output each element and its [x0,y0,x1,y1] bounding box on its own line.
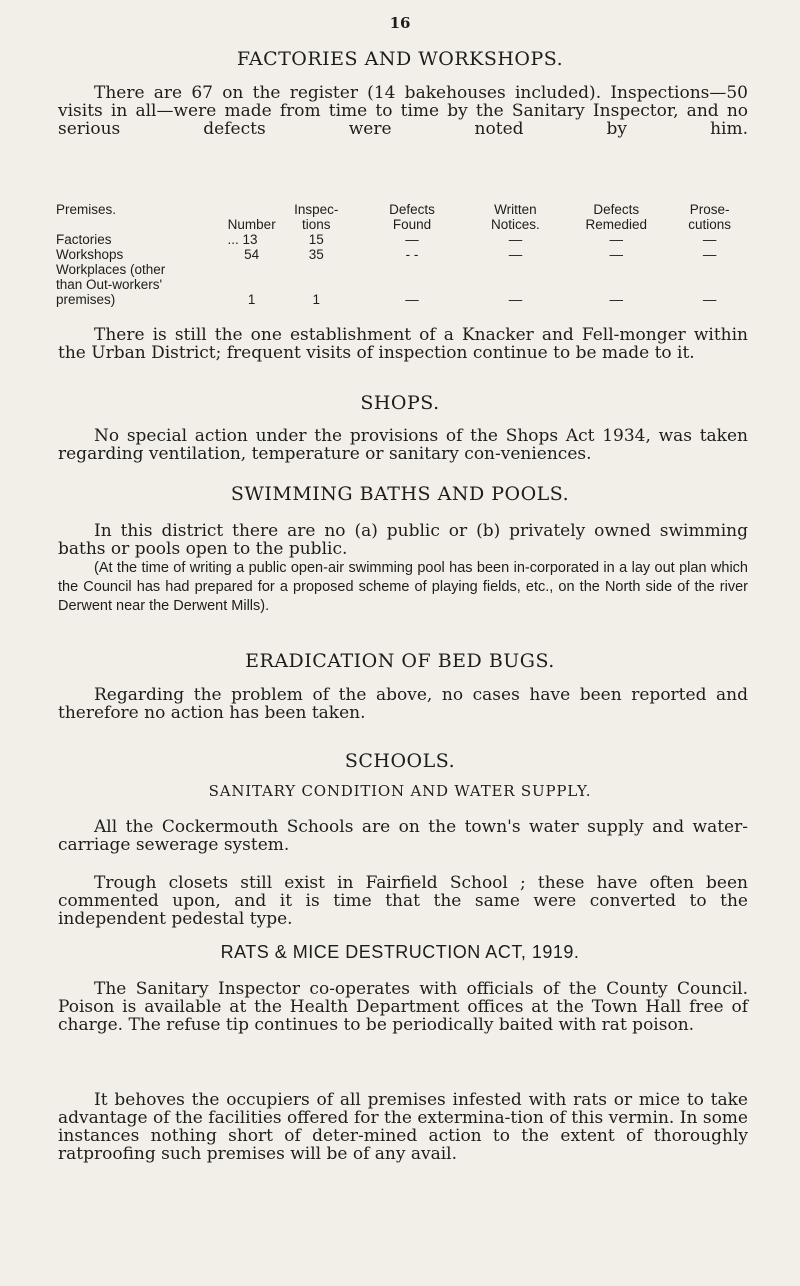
table-cell: Factories [56,232,112,247]
table-cell: premises) [56,292,116,307]
table-cell: — [405,292,419,307]
table-cell: Workshops [56,247,124,262]
swimming-note: (At the time of writing a public open-air swimming pool has been in-corporated in a lay out plan which the Council has had prepared for a proposed scheme of playing fields, etc., on the North side of the river Derwent near the Derwent Mills). [58,560,748,614]
factories-table [56,202,750,307]
table-cell: — [508,292,523,307]
table-header-cell: Premises. [56,202,117,217]
schools-heading: SCHOOLS. [344,750,456,772]
table-row [56,232,750,247]
table-row [56,292,750,307]
factories-heading: FACTORIES AND WORKSHOPS. [236,48,564,70]
table-cell: 35 [308,247,324,262]
table-header-cell: Inspec- [294,202,339,217]
table-cell: — [609,292,624,307]
bedbugs-paragraph: Regarding the problem of the above, no cases have been reported and therefore no action has been taken. [58,685,748,723]
table-header-cell: Written [494,202,537,217]
factories-intro: There are 67 on the register (14 bakehouses included). Inspections—50 visits in all—were made from time to time by the Sanitary Inspector, and no serious defects were noted by him. [58,83,748,139]
knacker-paragraph: There is still the one establishment of a Knacker and Fell-monger within the Urban District; frequent visits of inspection continue to be made to it. [58,325,748,363]
table-cell: — [702,232,717,247]
rats-heading: RATS & MICE DESTRUCTION ACT, 1919. [220,942,580,962]
table-header-row [56,217,750,232]
schools-subheading: SANITARY CONDITION AND WATER SUPPLY. [208,782,592,800]
page-number: 16 [389,14,411,32]
table-cell: ... 13 [227,232,258,247]
table-cell: — [609,232,624,247]
table-cell: — [609,247,624,262]
rats-paragraph-1: The Sanitary Inspector co-operates with officials of the County Council. Poison is available at the Health Department offices at the Town Hall free of charge. The refuse tip continues to be periodically baited with rat poison. [58,979,748,1035]
shops-paragraph: No special action under the provisions of the Shops Act 1934, was taken regarding ventilation, temperature or sanitary con-veniences. [58,426,748,464]
swimming-heading: SWIMMING BATHS AND POOLS. [230,483,570,505]
table-cell: 15 [308,232,324,247]
swimming-paragraph: In this district there are no (a) public or (b) privately owned swimming baths or pools open to the public. [58,521,748,559]
table-header-cell: Found [392,217,432,232]
schools-paragraph-2: Trough closets still exist in Fairfield School ; these have often been commented upon, and it is time that the same were converted to the independent pedestal type. [58,873,748,929]
table-header-cell: Notices. [491,217,540,232]
table-cell: Workplaces (other [56,262,166,277]
table-cell: — [702,247,717,262]
table-row [56,262,750,277]
table-header-cell [56,217,227,232]
table-cell: 1 [247,292,256,307]
table-header-row [56,202,750,217]
rats-paragraph-2: It behoves the occupiers of all premises infested with rats or mice to take advantage of the facilities offered for the extermina-tion of this vermin. In some instances nothing short of deter-mined action to the extent of thoroughly ratproofing such premises will be of any avail. [58,1090,748,1164]
table-row [56,277,750,292]
shops-heading: SHOPS. [360,392,440,414]
table-row [56,247,750,262]
table-cell: — [508,232,523,247]
schools-paragraph-1: All the Cockermouth Schools are on the town's water supply and water-carriage sewerage system. [58,817,748,855]
table-cell: than Out-workers' [56,277,163,292]
bedbugs-heading: ERADICATION OF BED BUGS. [245,650,555,672]
table-cell: — [405,232,419,247]
table-header-cell: tions [301,217,331,232]
table-cell: — [508,247,523,262]
table-header-cell: Number [227,217,276,232]
table-header-cell: Prose- [689,202,730,217]
table-cell: 54 [244,247,260,262]
table-header-cell: cutions [688,217,732,232]
table-header-cell: Defects [593,202,640,217]
table-header-cell [227,202,275,217]
table-cell: 1 [312,292,320,307]
table-cell: — [702,292,717,307]
table-header-cell: Remedied [585,217,648,232]
table-header-cell: Defects [389,202,435,217]
table-cell: - - [405,247,419,262]
